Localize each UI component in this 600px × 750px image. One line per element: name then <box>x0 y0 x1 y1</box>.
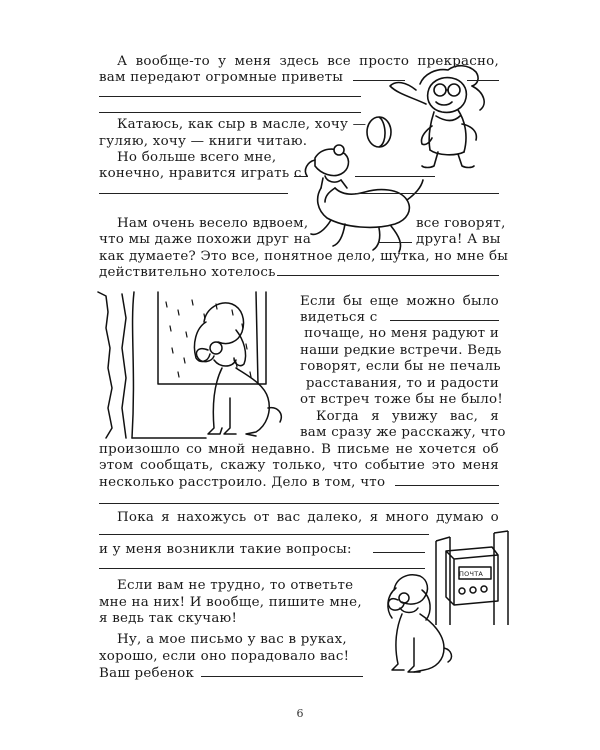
text-line-31: хорошо, если оно порадовало вас! <box>99 649 350 664</box>
text-line-14: видеться с <box>300 310 378 325</box>
text-line-8: все говорят, <box>416 216 506 231</box>
text-line-9: что мы даже похожи друг на <box>99 232 312 247</box>
text-line-12: действительно хотелось <box>99 265 276 280</box>
answer-line[interactable] <box>99 96 361 97</box>
answer-line[interactable] <box>99 112 361 113</box>
signature-line[interactable] <box>201 676 363 677</box>
text-line-32: Ваш ребенок <box>99 666 195 681</box>
text-line-25: Пока я нахожусь от вас далеко, я много думаю о <box>117 510 499 525</box>
answer-line[interactable] <box>467 80 499 81</box>
text-line-4: гуляю, хочу — книги читаю. <box>99 134 308 149</box>
text-line-2: вам передают огромные приветы <box>99 70 344 85</box>
jumping-dog-illustration <box>295 138 430 256</box>
text-line-22: произошло со мной недавно. В письме не хочется об <box>99 442 499 457</box>
answer-line[interactable] <box>378 242 412 243</box>
text-line-21: вам сразу же расскажу, что <box>300 425 506 440</box>
answer-line[interactable] <box>99 193 288 194</box>
sitting-dog-illustration <box>374 568 456 678</box>
text-line-18: расставания, то и радости <box>305 376 499 391</box>
answer-line[interactable] <box>355 193 499 194</box>
text-line-17: говорят, если бы не печаль <box>300 359 501 374</box>
text-line-16: наши редкие встречи. Ведь <box>300 343 502 358</box>
text-line-11: как думаете? Это все, понятное дело, шутка, но мне бы <box>99 249 509 264</box>
text-line-3: Катаюсь, как сыр в масле, хочу — <box>117 117 367 132</box>
page-number: 6 <box>296 707 304 720</box>
text-line-29: я ведь так скучаю! <box>99 611 238 626</box>
answer-line[interactable] <box>353 80 405 81</box>
text-line-1: А вообще-то у меня здесь все просто прекрасно, <box>117 54 499 69</box>
text-line-15: почаще, но меня радуют и <box>304 326 499 341</box>
answer-line[interactable] <box>99 568 425 569</box>
text-line-5: Но больше всего мне, <box>117 150 277 165</box>
text-line-19: от встреч тоже бы не было! <box>300 392 503 407</box>
text-line-24: несколько расстроило. Дело в том, что <box>99 475 386 490</box>
answer-line[interactable] <box>277 275 499 276</box>
text-line-7: Нам очень весело вдвоем, <box>117 216 309 231</box>
text-line-6: конечно, нравится играть с <box>99 166 302 181</box>
text-line-28: мне на них! И вообще, пишите мне, <box>99 595 362 610</box>
text-line-23: этом сообщать, скажу только, что событие это меня <box>99 458 499 473</box>
answer-line[interactable] <box>99 534 429 535</box>
answer-line[interactable] <box>294 176 308 177</box>
text-line-10: друга! А вы <box>416 232 501 247</box>
text-line-27: Если вам не трудно, то ответьте <box>117 578 354 593</box>
sad-dog-window-illustration <box>96 288 296 440</box>
text-line-13: Если бы еще можно было <box>300 294 499 309</box>
answer-line[interactable] <box>395 485 499 486</box>
answer-line[interactable] <box>99 503 499 504</box>
text-line-26: и у меня возникли такие вопросы: <box>99 542 352 557</box>
text-line-20: Когда я увижу вас, я <box>316 409 499 424</box>
text-line-30: Ну, а мое письмо у вас в руках, <box>117 632 347 647</box>
mailbox-label: ПОЧТА <box>459 570 484 578</box>
answer-line[interactable] <box>390 320 499 321</box>
answer-line[interactable] <box>373 552 425 553</box>
answer-line[interactable] <box>355 176 435 177</box>
